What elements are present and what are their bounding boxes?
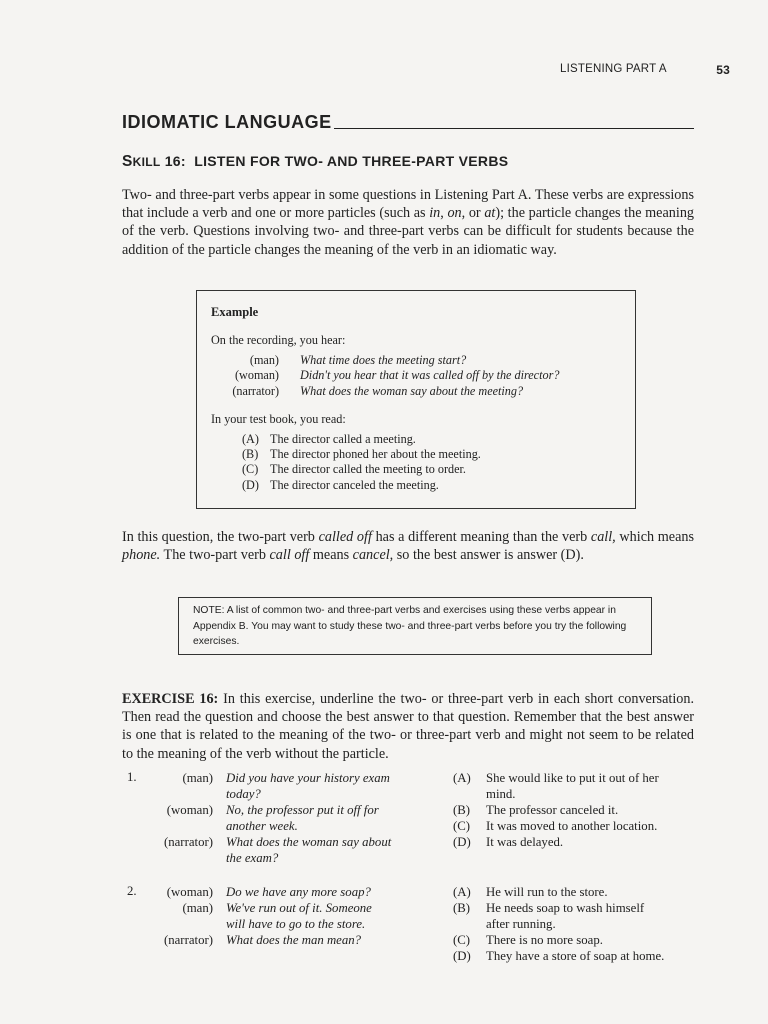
dialogue-line [142, 916, 422, 932]
speaker-label: (narrator) [163, 835, 213, 849]
option-text: They have a store of soap at home. [486, 949, 665, 963]
answer-options [453, 770, 698, 850]
utterance: another week. [226, 819, 298, 833]
option-letter: (D) [453, 835, 471, 849]
intro-text: ); the particle changes the meaning of the verb. Questions involving two- and three-part verbs can be difficult for students because the addition of the particle changes the meaning of the verb in an idiomatic way. [122, 205, 695, 258]
skill-label-first: S [122, 153, 133, 170]
exercise-instructions [122, 690, 694, 763]
section-title-rule [334, 128, 694, 129]
utterance: What time does the meeting start? [300, 353, 467, 367]
explanation-text: so the best answer is answer (D). [393, 547, 584, 564]
option-letter: (C) [453, 933, 471, 947]
option-text: The director phoned her about the meeting. [270, 447, 481, 462]
speaker-label: (narrator) [163, 933, 213, 947]
option-text: It was moved to another location. [486, 819, 658, 833]
option-letter: (B) [453, 803, 471, 817]
intro-text: Two- and three-part verbs appear in some questions in Listening Part A. These verbs are expressions that include a verb and one or more particles (such as [122, 187, 694, 222]
option-text: after running. [486, 917, 556, 931]
intro-paragraph [122, 186, 694, 259]
speaker-label: (man) [182, 771, 213, 785]
example-dialogue-line [211, 384, 621, 399]
speaker-label: (narrator) [232, 383, 279, 398]
option-text: He will run to the store. [486, 885, 608, 899]
option-text: The professor canceled it. [486, 803, 619, 817]
option-text: There is no more soap. [486, 933, 603, 947]
answer-option [453, 786, 698, 802]
dialogue-line [142, 900, 422, 916]
example-option [211, 462, 621, 477]
running-title: LISTENING PART A [560, 63, 667, 75]
explanation-italic: called off [318, 529, 372, 545]
utterance: What does the woman say about the meeting? [300, 383, 524, 398]
utterance: We've run out of it. Someone [226, 901, 372, 915]
option-letter: (C) [242, 462, 259, 477]
dialogue-line [142, 884, 422, 900]
option-letter [453, 786, 486, 802]
option-letter: (A) [453, 885, 471, 899]
option-text: mind. [486, 787, 516, 801]
option-text: She would like to put it out of her [486, 771, 659, 785]
example-option [211, 478, 621, 493]
exercise-text: In this exercise, underline the two- or three-part verb in each short conversation. Then read the question and choose the best answer to that question. Remember that the best answer is one that is related to the meaning of the two- or three-part verb and might not seem to be related to the meaning of the verb without the particle. [122, 691, 694, 762]
example-hear-line: On the recording, you hear: [211, 333, 346, 347]
explanation-italic: call, [590, 529, 616, 545]
explanation-italic: call off [269, 547, 310, 564]
dialogue-line [142, 786, 422, 802]
option-letter: (A) [453, 771, 471, 785]
speaker-label: (woman) [166, 803, 213, 817]
option-text: He needs soap to wash himself [486, 901, 645, 915]
speaker-label [142, 916, 226, 932]
option-letter: (D) [453, 949, 471, 963]
dialogue-line [142, 932, 422, 948]
question-dialogue [142, 884, 422, 948]
intro-italic: in [429, 205, 441, 222]
section-title: IDIOMATIC LANGUAGE [122, 112, 332, 132]
intro-text: , or [461, 205, 485, 222]
example-title: Example [211, 305, 259, 319]
explanation-text: means [309, 547, 353, 564]
dialogue-line [142, 834, 422, 850]
answer-option [453, 818, 698, 834]
utterance: Did you have your history exam [226, 771, 390, 785]
example-option [211, 432, 621, 447]
question-number: 1. [127, 770, 137, 784]
speaker-label: (man) [249, 353, 279, 367]
answer-option [453, 900, 698, 916]
utterance: Didn't you hear that it was called off by the director? [300, 368, 560, 383]
section-heading [122, 112, 694, 133]
option-text: The director canceled the meeting. [270, 477, 439, 492]
dialogue-line [142, 770, 422, 786]
option-text: The director called a meeting. [270, 431, 416, 446]
speaker-label: (woman) [166, 885, 213, 899]
explanation-italic: phone. [122, 547, 161, 564]
utterance: today? [226, 787, 261, 801]
question-dialogue [142, 770, 422, 866]
explanation-text: The two-part verb [160, 547, 270, 564]
speaker-label [142, 818, 226, 834]
option-letter: (B) [453, 901, 471, 915]
explanation-italic: cancel, [352, 547, 394, 564]
dialogue-line [142, 850, 422, 866]
option-letter: (C) [453, 819, 471, 833]
explanation-text: which means [615, 529, 694, 545]
utterance: the exam? [226, 851, 279, 865]
utterance: What does the man mean? [226, 933, 362, 947]
example-box [196, 290, 636, 509]
intro-text: , [440, 205, 448, 222]
example-option [211, 447, 621, 462]
note-box [178, 597, 652, 655]
speaker-label: (woman) [235, 368, 279, 383]
page-number: 53 [716, 63, 730, 77]
utterance: Do we have any more soap? [226, 885, 371, 899]
answer-option [453, 916, 698, 932]
note-text: NOTE: A list of common two- and three-part verbs and exercises using these verbs appear in Appendix B. You may want to study these two- and three-part verbs before you try the following exercises. [193, 605, 627, 648]
skill-title: LISTEN FOR TWO- AND THREE-PART VERBS [194, 153, 509, 169]
example-dialogue-line [211, 353, 621, 368]
answer-option [453, 932, 698, 948]
utterance: will have to go to the store. [226, 917, 366, 931]
answer-option [453, 802, 698, 818]
dialogue-line [142, 802, 422, 818]
option-text: The director called the meeting to order. [270, 462, 466, 477]
option-text: It was delayed. [486, 835, 564, 849]
skill-heading [122, 153, 508, 171]
question-number: 2. [127, 884, 137, 898]
skill-label-rest: KILL [132, 155, 161, 169]
example-dialogue-line [211, 368, 621, 383]
option-letter: (B) [242, 447, 259, 462]
utterance: No, the professor put it off for [226, 803, 379, 817]
explanation-text: has a different meaning than the verb [371, 529, 591, 545]
skill-number: 16: [164, 153, 186, 169]
explanation-text: In this question, the two-part verb [122, 529, 319, 545]
running-head [560, 63, 730, 77]
intro-italic: at [484, 205, 496, 222]
exercise-label: EXERCISE 16: [122, 691, 219, 707]
utterance: What does the woman say about [226, 835, 392, 849]
speaker-label [142, 850, 226, 866]
dialogue-line [142, 818, 422, 834]
speaker-label [142, 786, 226, 802]
answer-option [453, 884, 698, 900]
option-letter: (A) [242, 431, 259, 446]
answer-options [453, 884, 698, 964]
example-read-line: In your test book, you read: [211, 411, 346, 426]
intro-italic: on [447, 205, 462, 222]
answer-option [453, 834, 698, 850]
speaker-label: (man) [182, 901, 213, 915]
answer-option [453, 770, 698, 786]
option-letter: (D) [242, 477, 259, 492]
explanation-paragraph [122, 528, 694, 564]
answer-option [453, 948, 698, 964]
option-letter [453, 916, 486, 932]
